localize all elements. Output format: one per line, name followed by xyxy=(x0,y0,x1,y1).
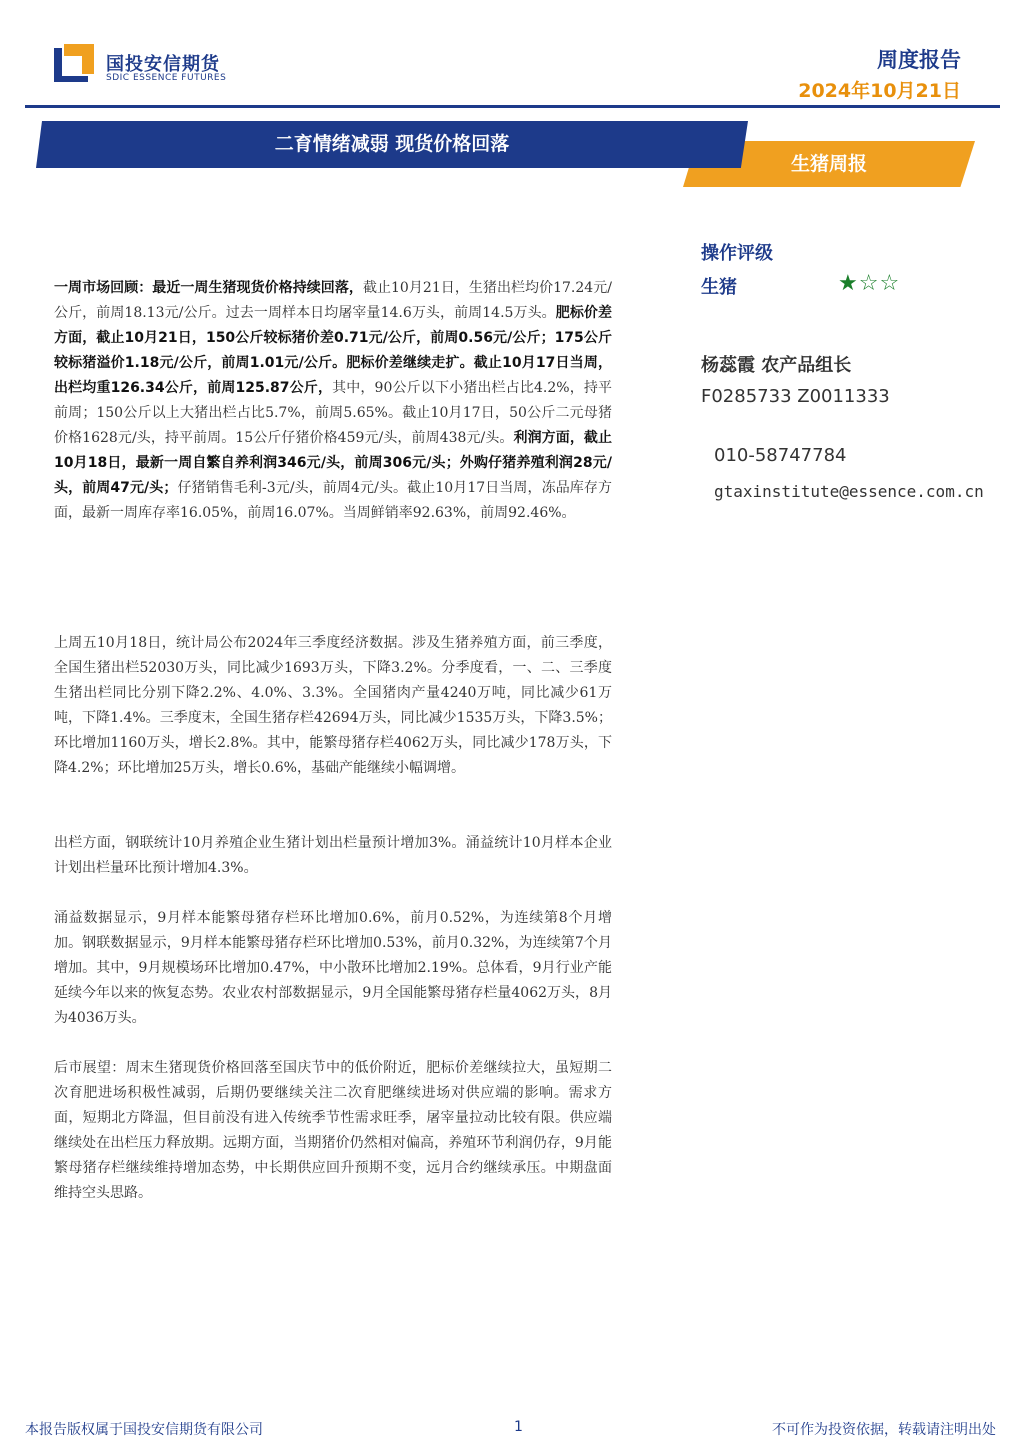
contact-phone: 010-58747784 xyxy=(714,445,847,466)
logo-text-en: SDIC ESSENCE FUTURES xyxy=(106,73,227,83)
market-review-bold-2: 利润方面，截止10月18日，最新一周自繁自养利润346元/头，前周306元/头；外购仔猪养殖利润28元/头，前周47元/头； xyxy=(54,430,612,496)
logo-mark-icon xyxy=(54,42,96,84)
paragraph-sow-inventory xyxy=(54,906,612,1031)
analyst-license: F0285733 Z0011333 xyxy=(701,386,890,407)
paragraph-stats-bureau xyxy=(54,631,612,781)
rating-heading: 操作评级 xyxy=(701,243,773,264)
paragraph-outlook xyxy=(54,1056,612,1206)
slaughter-plan-text: 出栏方面，钢联统计10月养殖企业生猪计划出栏量预计增加3%。涌益统计10月样本企业计划出栏量环比预计增加4.3%。 xyxy=(54,835,612,876)
paragraph-slaughter-plan xyxy=(54,831,612,881)
logo-text-cn: 国投安信期货 xyxy=(106,54,220,75)
market-review-text-2: 其中，90公斤以下小猪出栏占比4.2%，持平前周；150公斤以上大猪出栏占比5.7%，前周5.65%。截止10月17日，50公斤二元母猪价格1628元/头，持平前周。15公斤仔猪价格459元/头，前周438元/头。 xyxy=(54,380,612,446)
report-category-tag: 生猪周报 xyxy=(790,153,867,175)
outlook-text: 后市展望：周末生猪现货价格回落至国庆节中的低价附近，肥标价差继续拉大，虽短期二次育肥进场积极性减弱，后期仍要继续关注二次育肥继续进场对供应端的影响。需求方面，短期北方降温，但目前没有进入传统季节性需求旺季，屠宰量拉动比较有限。供应端继续处在出栏压力释放期。远期方面，当期猪价仍然相对偏高，养殖环节利润仍存，9月能繁母猪存栏继续维持增加态势，中长期供应回升预期不变，远月合约继续承压。中期盘面维持空头思路。 xyxy=(54,1060,612,1201)
analyst-name: 杨蕊霞 农产品组长 xyxy=(701,355,852,376)
market-review-text-3: 仔猪销售毛利-3元/头，前周4元/头。截止10月17日当周，冻品库存方面，最新一周库存率16.05%，前周16.07%。当周鲜销率92.63%，前周92.46%。 xyxy=(54,480,612,521)
company-logo xyxy=(54,42,254,90)
market-review-bold-1: 肥标价差方面，截止10月21日，150公斤较标猪价差0.71元/公斤，前周0.56元/公斤；175公斤较标猪溢价1.18元/公斤，前周1.01元/公斤。肥标价差继续走扩。截止10月17日当周，出栏均重126.34公斤，前周125.87公斤， xyxy=(54,305,613,396)
header-divider xyxy=(25,105,1000,108)
rating-stars-icon: ★☆☆ xyxy=(838,271,901,296)
page-number: 1 xyxy=(514,1419,523,1435)
market-review-text-1: 截止10月21日，生猪出栏均价17.24元/公斤，前周18.13元/公斤。过去一周样本日均屠宰量14.6万头，前周14.5万头。 xyxy=(54,280,612,321)
paragraph-market-review xyxy=(54,276,612,526)
stats-bureau-text: 上周五10月18日，统计局公布2024年三季度经济数据。涉及生猪养殖方面，前三季度，全国生猪出栏52030万头，同比减少1693万头，下降3.2%。分季度看，一、二、三季度生猪出栏同比分别下降2.2%、4.0%、3.3%。全国猪肉产量4240万吨，同比减少61万吨，下降1.4%。三季度末，全国生猪存栏42694万头，同比减少1535万头，下降3.5%；环比增加1160万头，增长2.8%。其中，能繁母猪存栏4062万头，同比减少178万头，下降4.2%；环比增加25万头，增长0.6%，基础产能继续小幅调增。 xyxy=(54,635,612,776)
report-type: 周度报告 xyxy=(877,48,961,72)
report-date: 2024年10月21日 xyxy=(798,80,961,102)
rating-product: 生猪 xyxy=(701,277,737,298)
footer-disclaimer: 不可作为投资依据，转载请注明出处 xyxy=(772,1422,996,1438)
contact-email[interactable]: gtaxinstitute@essence.com.cn xyxy=(714,482,984,501)
footer-copyright: 本报告版权属于国投安信期货有限公司 xyxy=(25,1422,263,1438)
market-review-lead: 一周市场回顾：最近一周生猪现货价格持续回落， xyxy=(54,280,363,296)
report-title: 二育情绪减弱 现货价格回落 xyxy=(274,133,510,155)
sow-inventory-text: 涌益数据显示，9月样本能繁母猪存栏环比增加0.6%，前月0.52%，为连续第8个月增加。钢联数据显示，9月样本能繁母猪存栏环比增加0.53%，前月0.32%，为连续第7个月增加。其中，9月规模场环比增加0.47%，中小散环比增加2.19%。总体看，9月行业产能延续今年以来的恢复态势。农业农村部数据显示，9月全国能繁母猪存栏量4062万头，8月为4036万头。 xyxy=(54,910,612,1026)
